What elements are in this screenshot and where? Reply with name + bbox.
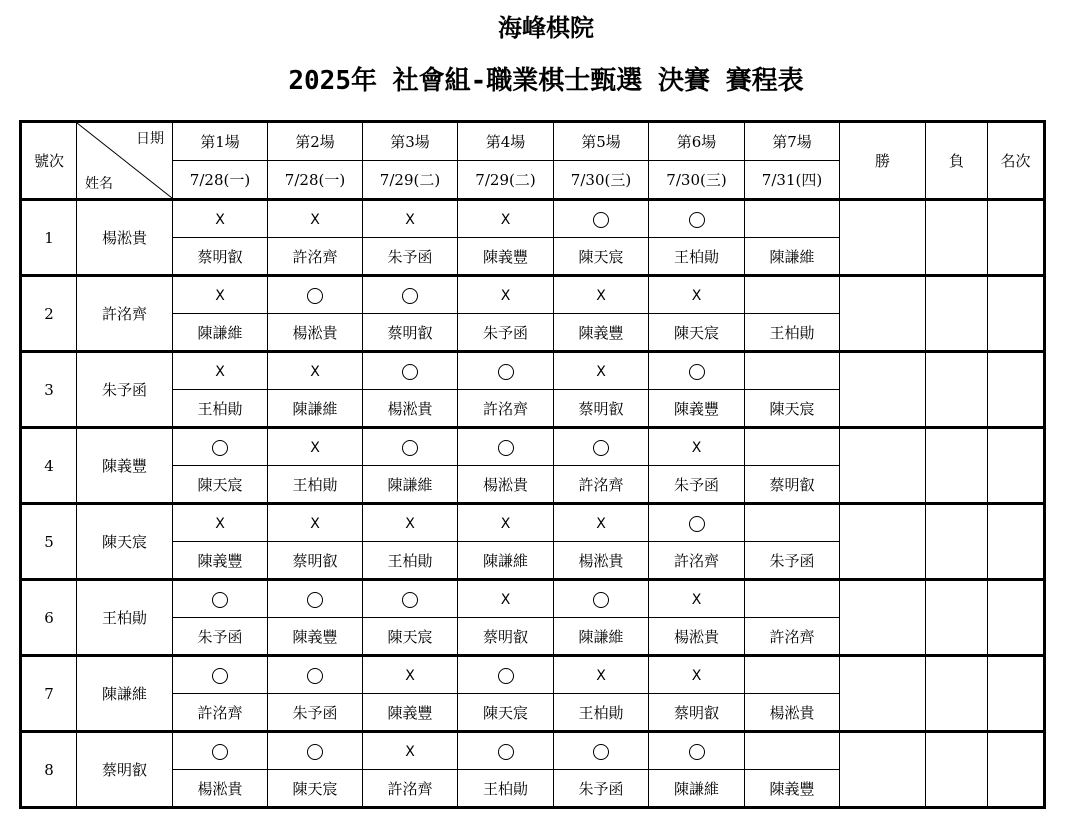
result-cell xyxy=(268,580,363,618)
rank-cell xyxy=(988,276,1045,352)
win-circle-icon xyxy=(307,592,323,608)
result-cell xyxy=(745,428,840,466)
result-cell xyxy=(458,656,554,694)
result-cell xyxy=(173,580,268,618)
result-cell xyxy=(363,656,458,694)
player-row xyxy=(21,732,1045,770)
loss-mark: X xyxy=(310,212,320,228)
result-cell xyxy=(649,200,745,238)
win-cell xyxy=(840,580,926,656)
result-cell xyxy=(649,352,745,390)
result-cell xyxy=(363,352,458,390)
win-circle-icon xyxy=(402,592,418,608)
opponent-cell: 陳義豐 xyxy=(363,694,458,732)
player-name: 陳天宸 xyxy=(77,504,173,580)
result-cell xyxy=(745,732,840,770)
opponent-cell: 許洺齊 xyxy=(745,618,840,656)
win-circle-icon xyxy=(689,516,705,532)
round-date: 7/30(三) xyxy=(554,161,649,200)
round-label: 第6場 xyxy=(649,122,745,161)
round-label: 第5場 xyxy=(554,122,649,161)
result-cell xyxy=(745,504,840,542)
result-cell xyxy=(268,276,363,314)
loss-cell xyxy=(926,732,988,808)
win-circle-icon xyxy=(307,744,323,760)
opponent-cell: 許洺齊 xyxy=(268,238,363,276)
opponent-cell: 陳義豐 xyxy=(268,618,363,656)
loss-mark: X xyxy=(596,288,606,304)
player-number: 2 xyxy=(21,276,77,352)
loss-mark: X xyxy=(691,440,702,456)
result-cell xyxy=(745,200,840,238)
opponent-cell: 朱予函 xyxy=(649,466,745,504)
rank-cell xyxy=(988,352,1045,428)
win-circle-icon xyxy=(212,592,228,608)
player-name: 朱予函 xyxy=(77,352,173,428)
player-number: 4 xyxy=(21,428,77,504)
win-circle-icon xyxy=(498,364,514,380)
opponent-cell: 陳謙維 xyxy=(363,466,458,504)
win-circle-icon xyxy=(593,592,609,608)
loss-cell xyxy=(926,200,988,276)
player-row xyxy=(21,200,1045,238)
result-cell xyxy=(649,276,745,314)
win-cell xyxy=(840,732,926,808)
opponent-cell: 楊淞貴 xyxy=(268,314,363,352)
loss-cell xyxy=(926,428,988,504)
round-label: 第4場 xyxy=(458,122,554,161)
opponent-cell: 陳天宸 xyxy=(458,694,554,732)
win-circle-icon xyxy=(689,744,705,760)
header-loss: 負 xyxy=(926,122,988,200)
loss-mark: X xyxy=(500,516,511,532)
opponent-cell: 王柏勛 xyxy=(173,390,268,428)
opponent-cell: 王柏勛 xyxy=(554,694,649,732)
loss-mark: X xyxy=(500,592,511,608)
opponent-cell: 朱予函 xyxy=(458,314,554,352)
result-cell xyxy=(268,732,363,770)
result-cell xyxy=(554,656,649,694)
header-win: 勝 xyxy=(840,122,926,200)
result-cell xyxy=(554,200,649,238)
result-cell xyxy=(649,428,745,466)
win-circle-icon xyxy=(498,744,514,760)
loss-mark: X xyxy=(691,668,702,684)
opponent-cell: 陳義豐 xyxy=(173,542,268,580)
opponent-cell: 蔡明叡 xyxy=(268,542,363,580)
player-number: 7 xyxy=(21,656,77,732)
opponent-cell: 王柏勛 xyxy=(268,466,363,504)
result-cell xyxy=(745,352,840,390)
opponent-cell: 陳義豐 xyxy=(458,238,554,276)
header-no: 號次 xyxy=(21,122,77,200)
opponent-cell: 陳天宸 xyxy=(745,390,840,428)
opponent-cell: 王柏勛 xyxy=(363,542,458,580)
page-title: 海峰棋院 xyxy=(498,14,594,42)
result-cell xyxy=(173,656,268,694)
win-cell xyxy=(840,504,926,580)
opponent-cell: 楊淞貴 xyxy=(363,390,458,428)
opponent-cell: 楊淞貴 xyxy=(554,542,649,580)
player-number: 6 xyxy=(21,580,77,656)
win-circle-icon xyxy=(212,744,228,760)
result-cell xyxy=(363,428,458,466)
player-name: 楊淞貴 xyxy=(77,200,173,276)
result-cell xyxy=(268,504,363,542)
result-cell xyxy=(554,580,649,618)
opponent-cell: 王柏勛 xyxy=(649,238,745,276)
win-cell xyxy=(840,656,926,732)
round-date: 7/28(一) xyxy=(268,161,363,200)
result-cell xyxy=(458,428,554,466)
loss-cell xyxy=(926,656,988,732)
result-cell xyxy=(554,504,649,542)
result-cell xyxy=(554,352,649,390)
win-cell xyxy=(840,352,926,428)
win-circle-icon xyxy=(689,212,705,228)
loss-mark: X xyxy=(405,212,415,228)
round-date: 7/28(一) xyxy=(173,161,268,200)
opponent-cell: 蔡明叡 xyxy=(745,466,840,504)
page-subtitle: 2025年 社會組-職業棋士甄選 決賽 賽程表 xyxy=(288,66,804,96)
player-row xyxy=(21,580,1045,618)
loss-mark: X xyxy=(500,288,511,304)
opponent-cell: 陳天宸 xyxy=(268,770,363,808)
opponent-cell: 陳義豐 xyxy=(649,390,745,428)
opponent-cell: 陳謙維 xyxy=(554,618,649,656)
result-cell xyxy=(649,656,745,694)
result-cell xyxy=(268,428,363,466)
result-cell xyxy=(458,352,554,390)
round-date: 7/31(四) xyxy=(745,161,840,200)
result-cell xyxy=(363,200,458,238)
opponent-cell: 許洺齊 xyxy=(363,770,458,808)
win-circle-icon xyxy=(593,744,609,760)
loss-mark: X xyxy=(405,516,415,532)
player-name: 王柏勛 xyxy=(77,580,173,656)
win-cell xyxy=(840,276,926,352)
opponent-cell: 楊淞貴 xyxy=(458,466,554,504)
result-cell xyxy=(173,428,268,466)
win-circle-icon xyxy=(307,288,323,304)
win-circle-icon xyxy=(402,288,418,304)
win-circle-icon xyxy=(689,364,705,380)
loss-mark: X xyxy=(310,440,320,456)
result-cell xyxy=(458,276,554,314)
rank-cell xyxy=(988,580,1045,656)
win-circle-icon xyxy=(402,364,418,380)
round-date: 7/30(三) xyxy=(649,161,745,200)
win-circle-icon xyxy=(498,440,514,456)
result-cell xyxy=(458,732,554,770)
header-rank: 名次 xyxy=(988,122,1045,200)
player-number: 8 xyxy=(21,732,77,808)
header-date-label: 日期 xyxy=(136,131,164,147)
player-number: 5 xyxy=(21,504,77,580)
player-row xyxy=(21,276,1045,314)
opponent-cell: 許洺齊 xyxy=(173,694,268,732)
loss-mark: X xyxy=(596,668,606,684)
loss-cell xyxy=(926,352,988,428)
result-cell xyxy=(745,580,840,618)
player-row xyxy=(21,428,1045,466)
player-row xyxy=(21,504,1045,542)
result-cell xyxy=(745,276,840,314)
opponent-cell: 王柏勛 xyxy=(745,314,840,352)
loss-mark: X xyxy=(215,364,225,380)
win-circle-icon xyxy=(307,668,323,684)
schedule-table xyxy=(19,120,1046,809)
result-cell xyxy=(173,276,268,314)
opponent-cell: 朱予函 xyxy=(173,618,268,656)
player-name: 蔡明叡 xyxy=(77,732,173,808)
loss-cell xyxy=(926,580,988,656)
result-cell xyxy=(173,504,268,542)
opponent-cell: 王柏勛 xyxy=(458,770,554,808)
round-label: 第7場 xyxy=(745,122,840,161)
result-cell xyxy=(268,656,363,694)
result-cell xyxy=(363,504,458,542)
loss-cell xyxy=(926,504,988,580)
opponent-cell: 陳謙維 xyxy=(173,314,268,352)
opponent-cell: 朱予函 xyxy=(554,770,649,808)
rank-cell xyxy=(988,656,1045,732)
opponent-cell: 陳義豐 xyxy=(554,314,649,352)
opponent-cell: 蔡明叡 xyxy=(554,390,649,428)
rank-cell xyxy=(988,504,1045,580)
loss-mark: X xyxy=(405,668,415,684)
rank-cell xyxy=(988,732,1045,808)
result-cell xyxy=(363,276,458,314)
round-label: 第1場 xyxy=(173,122,268,161)
loss-mark: X xyxy=(310,516,320,532)
loss-mark: X xyxy=(596,516,606,532)
opponent-cell: 朱予函 xyxy=(363,238,458,276)
result-cell xyxy=(458,580,554,618)
result-cell xyxy=(554,276,649,314)
loss-mark: X xyxy=(215,516,225,532)
opponent-cell: 陳天宸 xyxy=(363,618,458,656)
loss-mark: X xyxy=(405,744,415,760)
loss-mark: X xyxy=(310,364,320,380)
opponent-cell: 蔡明叡 xyxy=(458,618,554,656)
opponent-cell: 蔡明叡 xyxy=(363,314,458,352)
loss-mark: X xyxy=(691,288,702,304)
opponent-cell: 陳謙維 xyxy=(268,390,363,428)
player-row xyxy=(21,656,1045,694)
opponent-cell: 陳謙維 xyxy=(745,238,840,276)
result-cell xyxy=(554,732,649,770)
opponent-cell: 許洺齊 xyxy=(458,390,554,428)
result-cell xyxy=(649,732,745,770)
round-date: 7/29(二) xyxy=(458,161,554,200)
result-cell xyxy=(173,732,268,770)
rank-cell xyxy=(988,428,1045,504)
win-circle-icon xyxy=(593,212,609,228)
header-name-date xyxy=(77,122,173,200)
result-cell xyxy=(649,504,745,542)
opponent-cell: 朱予函 xyxy=(745,542,840,580)
opponent-cell: 陳天宸 xyxy=(649,314,745,352)
player-name: 陳謙維 xyxy=(77,656,173,732)
loss-mark: X xyxy=(596,364,606,380)
round-date: 7/29(二) xyxy=(363,161,458,200)
opponent-cell: 楊淞貴 xyxy=(173,770,268,808)
header-name-label: 姓名 xyxy=(85,176,113,192)
result-cell xyxy=(649,580,745,618)
round-label: 第2場 xyxy=(268,122,363,161)
player-number: 1 xyxy=(21,200,77,276)
win-circle-icon xyxy=(593,440,609,456)
opponent-cell: 陳天宸 xyxy=(554,238,649,276)
win-circle-icon xyxy=(498,668,514,684)
opponent-cell: 蔡明叡 xyxy=(649,694,745,732)
loss-mark: X xyxy=(215,288,225,304)
loss-mark: X xyxy=(691,592,702,608)
opponent-cell: 蔡明叡 xyxy=(173,238,268,276)
player-row xyxy=(21,352,1045,390)
rank-cell xyxy=(988,200,1045,276)
result-cell xyxy=(268,352,363,390)
opponent-cell: 楊淞貴 xyxy=(745,694,840,732)
opponent-cell: 楊淞貴 xyxy=(649,618,745,656)
result-cell xyxy=(458,200,554,238)
opponent-cell: 許洺齊 xyxy=(649,542,745,580)
opponent-cell: 陳謙維 xyxy=(649,770,745,808)
result-cell xyxy=(745,656,840,694)
round-label: 第3場 xyxy=(363,122,458,161)
win-circle-icon xyxy=(212,440,228,456)
win-circle-icon xyxy=(402,440,418,456)
opponent-cell: 許洺齊 xyxy=(554,466,649,504)
result-cell xyxy=(173,200,268,238)
result-cell xyxy=(173,352,268,390)
loss-cell xyxy=(926,276,988,352)
opponent-cell: 陳天宸 xyxy=(173,466,268,504)
player-name: 陳義豐 xyxy=(77,428,173,504)
loss-mark: X xyxy=(500,212,511,228)
opponent-cell: 陳謙維 xyxy=(458,542,554,580)
result-cell xyxy=(268,200,363,238)
win-cell xyxy=(840,200,926,276)
player-name: 許洺齊 xyxy=(77,276,173,352)
player-number: 3 xyxy=(21,352,77,428)
result-cell xyxy=(363,580,458,618)
result-cell xyxy=(458,504,554,542)
loss-mark: X xyxy=(215,212,225,228)
result-cell xyxy=(363,732,458,770)
win-cell xyxy=(840,428,926,504)
result-cell xyxy=(554,428,649,466)
win-circle-icon xyxy=(212,668,228,684)
opponent-cell: 陳義豐 xyxy=(745,770,840,808)
opponent-cell: 朱予函 xyxy=(268,694,363,732)
